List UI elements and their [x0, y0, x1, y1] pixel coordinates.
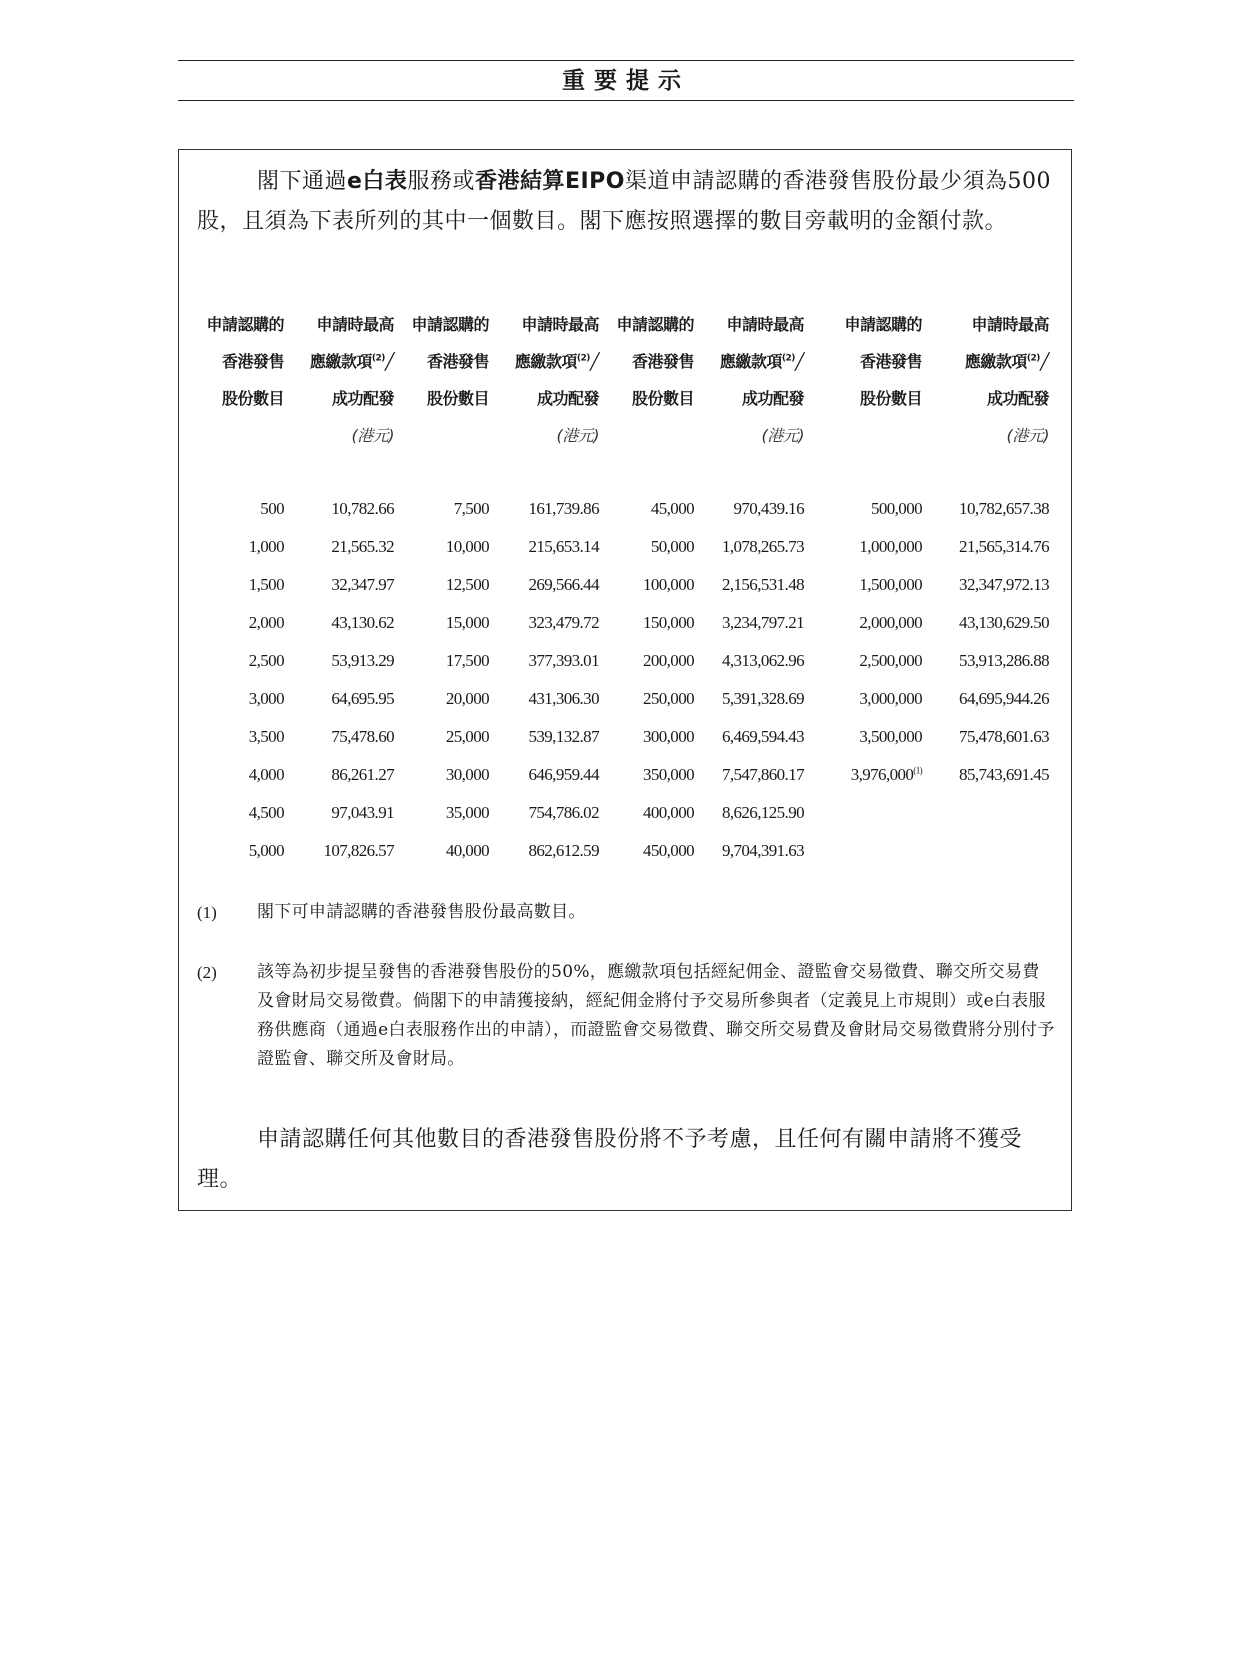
cell-value: 350,000	[642, 765, 694, 784]
cell-value: 2,500,000	[859, 651, 922, 670]
header-amount-label: 應繳款項	[309, 352, 372, 371]
cell-value: 35,000	[445, 803, 489, 822]
cell-value: 500	[260, 499, 284, 518]
shares-cell	[195, 528, 290, 566]
cell-value: 4,000	[248, 765, 284, 784]
amount-cell	[495, 718, 605, 756]
amount-cell	[700, 680, 810, 718]
shares-cell	[810, 566, 928, 604]
amount-cell	[928, 680, 1055, 718]
table-row	[195, 528, 1055, 566]
shares-cell	[400, 528, 495, 566]
header-rule-top	[178, 60, 1074, 61]
table-row	[195, 642, 1055, 680]
shares-cell	[810, 642, 928, 680]
header-row-4	[195, 417, 1055, 454]
header-shares-line-1: 申請認購的	[411, 315, 489, 334]
amount-cell	[495, 680, 605, 718]
cell-value: 45,000	[650, 499, 694, 518]
cell-value: 7,547,860.17	[721, 765, 804, 784]
amount-cell	[290, 604, 400, 642]
shares-cell	[400, 566, 495, 604]
shares-cell	[605, 604, 700, 642]
footnote-marker: (1)	[913, 765, 922, 776]
cell-value: 646,959.44	[528, 765, 599, 784]
cell-value: 85,743,691.45	[959, 765, 1049, 784]
header-shares-line-3: 股份數目	[221, 389, 284, 408]
amount-cell	[495, 642, 605, 680]
table-row	[195, 718, 1055, 756]
cell-value: 3,000	[248, 689, 284, 708]
amount-cell	[700, 794, 810, 832]
cell-value: 200,000	[642, 651, 694, 670]
amount-cell	[495, 528, 605, 566]
cell-value: 5,391,328.69	[721, 689, 804, 708]
shares-cell	[810, 680, 928, 718]
cell-value: 970,439.16	[733, 499, 804, 518]
table-row	[195, 832, 1055, 870]
amount-cell	[928, 832, 1055, 870]
cell-value: 2,156,531.48	[721, 575, 804, 594]
cell-value: 75,478.60	[331, 727, 394, 746]
intro-bold-hkscc: 香港結算EIPO	[474, 169, 625, 194]
shares-cell	[605, 642, 700, 680]
header-amount-line-1: 申請時最高	[726, 315, 804, 334]
cell-value: 25,000	[445, 727, 489, 746]
cell-value: 862,612.59	[528, 841, 599, 860]
table-row	[195, 490, 1055, 528]
header-shares-line-4	[195, 417, 290, 454]
amount-cell	[290, 566, 400, 604]
header-amount-line-1: 申請時最高	[316, 315, 394, 334]
spacer-cell	[495, 454, 605, 490]
header-amount-line-2	[290, 343, 400, 380]
amount-cell	[700, 566, 810, 604]
table-row	[195, 604, 1055, 642]
header-amount-label: 應繳款項	[719, 352, 782, 371]
amount-cell	[928, 718, 1055, 756]
footnote-2-number: (2)	[197, 963, 217, 982]
cell-value: 450,000	[642, 841, 694, 860]
amount-cell	[700, 642, 810, 680]
spacer-cell	[700, 454, 810, 490]
cell-value: 7,500	[453, 499, 489, 518]
header-amount-line-4: (港元)	[1006, 426, 1049, 445]
amount-cell	[928, 756, 1055, 794]
shares-cell	[605, 718, 700, 756]
cell-value: 2,500	[248, 651, 284, 670]
shares-cell	[195, 566, 290, 604]
cell-value: 377,393.01	[528, 651, 599, 670]
header-shares-line-4	[605, 417, 700, 454]
cell-value: 32,347.97	[331, 575, 394, 594]
amount-cell	[290, 832, 400, 870]
shares-cell	[195, 642, 290, 680]
cell-value: 1,000,000	[859, 537, 922, 556]
cell-value: 5,000	[248, 841, 284, 860]
cell-value: 1,500,000	[859, 575, 922, 594]
header-row-3	[195, 380, 1055, 417]
header-amount-line-1: 申請時最高	[971, 315, 1049, 334]
intro-bold-ewhite: e白表	[347, 169, 408, 194]
amount-cell	[495, 566, 605, 604]
cell-value: 10,000	[445, 537, 489, 556]
shares-cell	[195, 680, 290, 718]
cell-value: 40,000	[445, 841, 489, 860]
cell-value: 300,000	[642, 727, 694, 746]
table-row	[195, 680, 1055, 718]
cell-value: 431,306.30	[528, 689, 599, 708]
header-slash: ╱	[794, 352, 804, 371]
spacer-cell	[400, 454, 495, 490]
shares-cell	[400, 642, 495, 680]
amount-cell	[928, 528, 1055, 566]
header-shares-line-2: 香港發售	[221, 352, 284, 371]
cell-value: 1,000	[248, 537, 284, 556]
cell-value: 64,695,944.26	[959, 689, 1049, 708]
header-amount-line-4: (港元)	[556, 426, 599, 445]
shares-cell	[605, 490, 700, 528]
header-shares-line-1: 申請認購的	[844, 315, 922, 334]
shares-cell	[810, 490, 928, 528]
table-row	[195, 756, 1055, 794]
shares-cell	[195, 718, 290, 756]
header-shares-line-3: 股份數目	[426, 389, 489, 408]
amount-cell	[700, 604, 810, 642]
amount-cell	[290, 718, 400, 756]
amount-cell	[928, 604, 1055, 642]
table-row	[195, 794, 1055, 832]
amount-cell	[700, 832, 810, 870]
shares-cell	[195, 490, 290, 528]
table-header	[195, 306, 1055, 454]
header-slash: ╱	[589, 352, 599, 371]
cell-value: 3,976,000	[850, 765, 914, 784]
cell-value: 3,000,000	[859, 689, 922, 708]
header-shares-line-2: 香港發售	[859, 352, 922, 371]
cell-value: 4,313,062.96	[721, 651, 804, 670]
header-shares-line-3: 股份數目	[859, 389, 922, 408]
header-amount-line-3: 成功配發	[741, 389, 804, 408]
cell-value: 754,786.02	[528, 803, 599, 822]
cell-value: 20,000	[445, 689, 489, 708]
amount-cell	[495, 490, 605, 528]
cell-value: 64,695.95	[331, 689, 394, 708]
cell-value: 3,500	[248, 727, 284, 746]
amount-cell	[495, 832, 605, 870]
header-amount-line-3: 成功配發	[331, 389, 394, 408]
header-amount-line-3: 成功配發	[986, 389, 1049, 408]
cell-value: 3,500,000	[859, 727, 922, 746]
amount-cell	[495, 794, 605, 832]
intro-text-2: 服務或	[407, 169, 475, 194]
amount-cell	[290, 490, 400, 528]
spacer-cell	[605, 454, 700, 490]
amount-cell	[290, 680, 400, 718]
cell-value: 8,626,125.90	[721, 803, 804, 822]
cell-value: 4,500	[248, 803, 284, 822]
header-amount-line-3: 成功配發	[536, 389, 599, 408]
cell-value: 2,000	[248, 613, 284, 632]
footnote-marker: (2)	[1026, 353, 1040, 364]
shares-cell	[195, 794, 290, 832]
header-amount-line-4: (港元)	[351, 426, 394, 445]
cell-value: 21,565,314.76	[959, 537, 1049, 556]
cell-value: 32,347,972.13	[959, 575, 1049, 594]
cell-value: 50,000	[650, 537, 694, 556]
cell-value: 3,234,797.21	[721, 613, 804, 632]
table-row	[195, 566, 1055, 604]
amount-cell	[495, 604, 605, 642]
header-shares-line-4	[810, 417, 928, 454]
amount-cell	[700, 490, 810, 528]
cell-value: 2,000,000	[859, 613, 922, 632]
spacer-cell	[195, 454, 290, 490]
intro-paragraph	[197, 162, 1055, 242]
header-slash: ╱	[1039, 352, 1049, 371]
header-rule-bottom	[178, 100, 1074, 101]
shares-cell	[810, 528, 928, 566]
footnote-2	[197, 958, 1055, 1074]
footnote-2-text: 該等為初步提呈發售的香港發售股份的50%，應繳款項包括經紀佣金、證監會交易徵費、聯交所交易費及會財局交易徵費。倘閣下的申請獲接納，經紀佣金將付予交易所參與者（定義見上市規則）或e白表服務供應商（通過e白表服務作出的申請），而證監會交易徵費、聯交所交易費及會財局交易徵費將分別付予證監會、聯交所及會財局。	[257, 962, 1055, 1069]
header-amount-line-4: (港元)	[761, 426, 804, 445]
cell-value: 215,653.14	[528, 537, 599, 556]
amount-cell	[700, 718, 810, 756]
shares-cell	[195, 832, 290, 870]
cell-value: 43,130.62	[331, 613, 394, 632]
header-amount-label: 應繳款項	[514, 352, 577, 371]
header-slash: ╱	[384, 352, 394, 371]
shares-cell	[400, 794, 495, 832]
spacer-cell	[928, 454, 1055, 490]
shares-cell	[400, 604, 495, 642]
closing-paragraph: 申請認購任何其他數目的香港發售股份將不予考慮，且任何有關申請將不獲受理。	[197, 1127, 1023, 1192]
amount-cell	[700, 528, 810, 566]
shares-cell	[400, 832, 495, 870]
header-shares-line-3: 股份數目	[631, 389, 694, 408]
amount-cell	[928, 490, 1055, 528]
header-shares-line-2: 香港發售	[631, 352, 694, 371]
amount-cell	[290, 794, 400, 832]
footnote-1-text: 閣下可申請認購的香港發售股份最高數目。	[257, 902, 586, 922]
header-shares-line-1: 申請認購的	[616, 315, 694, 334]
shares-cell	[605, 794, 700, 832]
header-amount-line-1: 申請時最高	[521, 315, 599, 334]
shares-cell	[810, 604, 928, 642]
cell-value: 86,261.27	[331, 765, 394, 784]
amount-cell	[928, 794, 1055, 832]
cell-value: 107,826.57	[323, 841, 394, 860]
shares-cell	[605, 680, 700, 718]
shares-cell	[605, 756, 700, 794]
cell-value: 323,479.72	[528, 613, 599, 632]
cell-value: 400,000	[642, 803, 694, 822]
amount-cell	[290, 642, 400, 680]
cell-value: 17,500	[445, 651, 489, 670]
footnote-marker: (2)	[781, 353, 795, 364]
header-amount-line-2	[700, 343, 810, 380]
amount-cell	[290, 528, 400, 566]
cell-value: 21,565.32	[331, 537, 394, 556]
cell-value: 43,130,629.50	[959, 613, 1049, 632]
intro-text-3: 渠道申請認購的香港發售股份最少須為500股，且須為下表所列的其中一個數目。閣下應按照選擇的數目旁載明的金額付款。	[197, 169, 1051, 234]
cell-value: 500,000	[870, 499, 922, 518]
header-row-2	[195, 343, 1055, 380]
cell-value: 6,469,594.43	[721, 727, 804, 746]
shares-cell	[605, 566, 700, 604]
cell-value: 15,000	[445, 613, 489, 632]
subscription-table	[195, 306, 1055, 870]
cell-value: 250,000	[642, 689, 694, 708]
shares-cell	[810, 832, 928, 870]
footnote-1	[197, 898, 1055, 927]
shares-cell	[400, 490, 495, 528]
amount-cell	[928, 642, 1055, 680]
header-shares-line-1: 申請認購的	[206, 315, 284, 334]
cell-value: 53,913,286.88	[959, 651, 1049, 670]
cell-value: 53,913.29	[331, 651, 394, 670]
cell-value: 269,566.44	[528, 575, 599, 594]
header-shares-line-4	[400, 417, 495, 454]
table-spacer-row	[195, 454, 1055, 490]
cell-value: 12,500	[445, 575, 489, 594]
cell-value: 10,782,657.38	[959, 499, 1049, 518]
cell-value: 161,739.86	[528, 499, 599, 518]
shares-cell	[605, 528, 700, 566]
amount-cell	[495, 756, 605, 794]
footnote-marker: (2)	[371, 353, 385, 364]
header-row-1	[195, 306, 1055, 343]
amount-cell	[290, 756, 400, 794]
shares-cell	[195, 756, 290, 794]
shares-cell	[400, 718, 495, 756]
shares-cell	[195, 604, 290, 642]
shares-cell	[400, 680, 495, 718]
cell-value: 100,000	[642, 575, 694, 594]
cell-value: 150,000	[642, 613, 694, 632]
intro-text-1: 閣下通過	[257, 169, 348, 194]
table-body	[195, 454, 1055, 870]
footnote-marker: (2)	[576, 353, 590, 364]
spacer-cell	[810, 454, 928, 490]
cell-value: 75,478,601.63	[959, 727, 1049, 746]
page-header-title: 重要提示	[562, 68, 690, 94]
cell-value: 539,132.87	[528, 727, 599, 746]
shares-cell	[810, 794, 928, 832]
notice-box	[178, 149, 1072, 1211]
header-shares-line-2: 香港發售	[426, 352, 489, 371]
cell-value: 10,782.66	[331, 499, 394, 518]
cell-value: 1,500	[248, 575, 284, 594]
footnote-1-number: (1)	[197, 903, 217, 922]
header-amount-line-2	[495, 343, 605, 380]
cell-value: 1,078,265.73	[721, 537, 804, 556]
shares-cell	[810, 718, 928, 756]
cell-value: 97,043.91	[331, 803, 394, 822]
shares-cell	[605, 832, 700, 870]
cell-value: 30,000	[445, 765, 489, 784]
shares-cell	[810, 756, 928, 794]
header-amount-label: 應繳款項	[964, 352, 1027, 371]
header-amount-line-2	[928, 343, 1055, 380]
amount-cell	[700, 756, 810, 794]
amount-cell	[928, 566, 1055, 604]
shares-cell	[400, 756, 495, 794]
spacer-cell	[290, 454, 400, 490]
cell-value: 9,704,391.63	[721, 841, 804, 860]
